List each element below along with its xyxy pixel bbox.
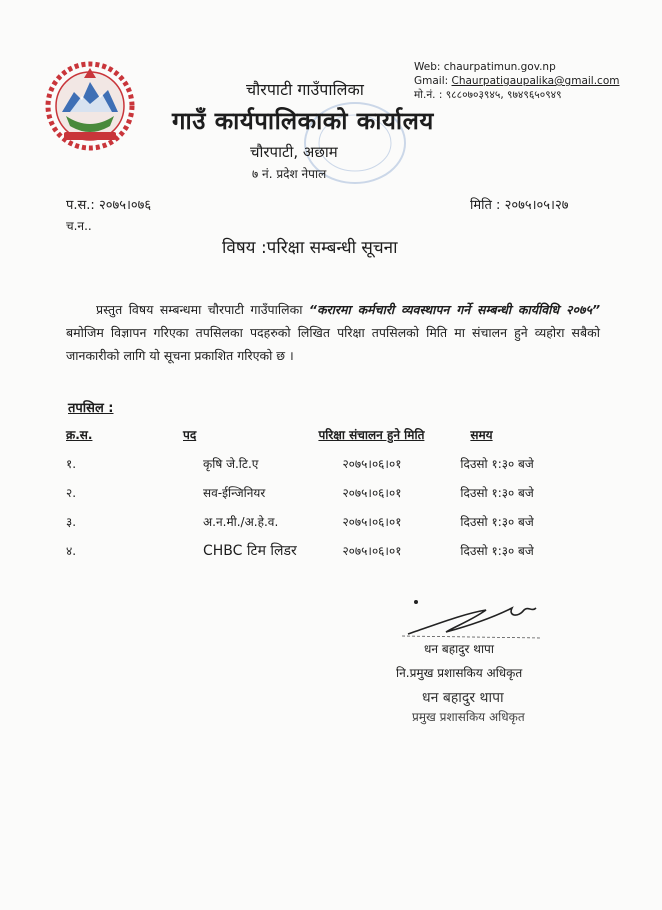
contact-gmail-row	[414, 74, 620, 88]
office-name-main: गाउँ कार्यपालिकाको कार्यालय	[172, 107, 434, 135]
details-label: तपसिल :	[68, 401, 114, 416]
cell-time: दिउसो १:३० बजे	[460, 544, 534, 558]
cell-serial: १.	[66, 457, 77, 471]
cell-serial: ३.	[66, 515, 77, 529]
reference-number: प.स.: २०७५।०७६	[66, 198, 152, 213]
office-name-small: चौरपाटी गाउँपालिका	[246, 80, 364, 99]
contact-gmail-prefix: Gmail:	[414, 75, 452, 87]
cell-time: दिउसो १:३० बजे	[460, 457, 534, 471]
notice-body-emphasis: “करारमा कर्मचारी व्यवस्थापन गर्ने सम्बन्धी कार्यविधि २०७५”	[308, 302, 600, 317]
table-row	[62, 478, 542, 507]
table-row	[62, 449, 542, 478]
table-row	[62, 507, 542, 536]
cell-post: अ.न.मी./अ.हे.व.	[203, 515, 279, 529]
table-row	[62, 536, 542, 565]
document-date: मिति : २०७५।०५।२७	[470, 198, 569, 213]
header-serial: क्र.स.	[66, 428, 93, 442]
table-header-row	[62, 422, 542, 449]
stamp-title: प्रमुख प्रशासकिय अधिकृत	[412, 710, 525, 724]
signature-scribble	[402, 596, 542, 646]
contact-web[interactable]: Web: chaurpatimun.gov.np	[414, 61, 556, 73]
dispatch-number: च.न..	[66, 219, 92, 233]
office-address: चौरपाटी, अछाम	[250, 143, 338, 161]
cell-time: दिउसो १:३० बजे	[460, 515, 534, 529]
contact-phone: मो.नं. : ९८८०७०३९४५, ९७४९६५०९४९	[414, 89, 562, 101]
header-exam-date: परिक्षा संचालन हुने मिति	[318, 428, 425, 442]
cell-post: कृषि जे.टि.ए	[203, 457, 259, 471]
notice-body-part2: बमोजिम विज्ञापन गरिएका तपसिलका पदहरुको लिखित परिक्षा तपसिलको मिति मा संचालन हुने व्यहोरा सबैको जानकारीको लागि यो सूचना प्रकाशित गरिएको छ ।	[66, 325, 600, 363]
header-time: समय	[470, 428, 493, 442]
contact-gmail-link[interactable]: Chaurpatigaupalika@gmail.com	[451, 75, 620, 87]
signatory-name: धन बहादुर थापा	[424, 642, 494, 656]
cell-date: २०७५।०६।०१	[342, 515, 402, 529]
nepal-emblem-icon	[44, 60, 136, 152]
header-post: पद	[183, 428, 197, 442]
notice-body	[66, 298, 600, 367]
office-province: ७ नं. प्रदेश नेपाल	[252, 167, 327, 181]
notice-body-part1: प्रस्तुत विषय सम्बन्धमा चौरपाटी गाउँपालिका	[96, 302, 309, 317]
cell-date: २०७५।०६।०१	[342, 486, 402, 500]
cell-post: CHBC टिम लिडर	[203, 543, 297, 559]
contact-block	[414, 60, 620, 102]
cell-time: दिउसो १:३० बजे	[460, 486, 534, 500]
signatory-title: नि.प्रमुख प्रशासकिय अधिकृत	[396, 666, 523, 680]
subject-line: विषय :परिक्षा सम्बन्धी सूचना	[222, 238, 398, 258]
cell-date: २०७५।०६।०१	[342, 544, 402, 558]
stamp-name: धन बहादुर थापा	[422, 690, 504, 706]
cell-serial: २.	[66, 486, 77, 500]
cell-date: २०७५।०६।०१	[342, 457, 402, 471]
cell-serial: ४.	[66, 544, 77, 558]
exam-schedule-table	[62, 422, 542, 565]
cell-post: सव-ईन्जिनियर	[203, 486, 266, 500]
